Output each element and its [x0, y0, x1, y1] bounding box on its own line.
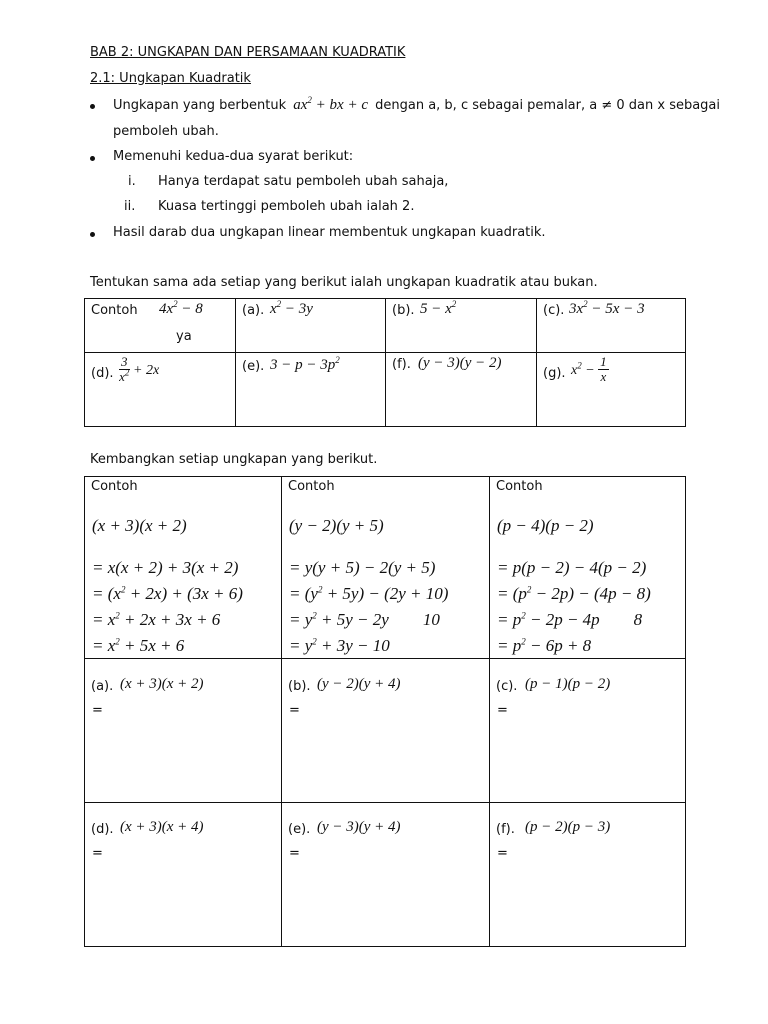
example1-label: Contoh [91, 479, 138, 494]
task2-d-expression: (x + 3)(x + 4) [120, 819, 204, 835]
task1-f-label: (f). [392, 357, 411, 372]
task1-g-label: (g). [543, 366, 566, 381]
task2-instruction: Kembangkan setiap ungkapan yang berikut. [90, 452, 378, 467]
task2-b-expression: (y − 2)(y + 4) [317, 676, 401, 692]
task1-b-label: (b). [392, 303, 415, 318]
section-title: 2.1: Ungkapan Kuadratik [90, 71, 251, 86]
task1-instruction: Tentukan sama ada setiap yang berikut ialah ungkapan kuadratik atau bukan. [90, 275, 598, 290]
sub-item-2-number: ii. [124, 199, 136, 214]
task1-example-answer: ya [176, 329, 192, 344]
sub-item-1-number: i. [128, 174, 136, 189]
example3-label: Contoh [496, 479, 543, 494]
task1-g-expression: $x^2$ − $\frac{1}{x}$ [571, 354, 607, 384]
task1-e-expression: $3 - p - 3p^2$ [270, 355, 340, 373]
task1-c-label: (c). [543, 303, 565, 318]
task2-f-expression: (p − 2)(p − 3) [525, 819, 611, 835]
task1-c-expression: $3x^2 - 5x - 3$ [569, 299, 645, 317]
task2-c-equals: = [497, 703, 508, 718]
example2-label: Contoh [288, 479, 335, 494]
task2-b-label: (b). [288, 679, 311, 694]
task2-e-expression: (y − 3)(y + 4) [317, 819, 401, 835]
task1-f-expression: (y − 3)(y − 2) [418, 355, 502, 371]
task1-e-label: (e). [242, 359, 265, 374]
task2-a-label: (a). [91, 679, 114, 694]
task2-e-label: (e). [288, 822, 311, 837]
bullet-3 [90, 232, 95, 237]
task1-d-label: (d). [91, 366, 114, 381]
bullet-1 [90, 104, 95, 109]
task2-a-equals: = [92, 703, 103, 718]
bullet-1-text: Ungkapan yang berbentuk $ax^2$ + bx + c dengan a, b, c sebagai pemalar, a ≠ 0 dan x sebagai [113, 95, 721, 113]
task2-c-label: (c). [496, 679, 518, 694]
bullet-3-text: Hasil darab dua ungkapan linear membentuk ungkapan kuadratik. [113, 225, 546, 240]
task1-d-expression: $\frac{3}{x^2}$ + 2x [119, 354, 160, 384]
sub-item-1-text: Hanya terdapat satu pemboleh ubah sahaja, [158, 174, 449, 189]
task2-b-equals: = [289, 703, 300, 718]
example3-working: (p − 4)(p − 2) = p(p − 2) − 4(p − 2) = $(p^2 - 2p) - (4p - 8)$ = $p^2 - 2p - 4p$ 8 = $p^2 - 6p + 8$ [497, 516, 651, 655]
task2-e-equals: = [289, 846, 300, 861]
task2-d-equals: = [92, 846, 103, 861]
sub-item-2-text: Kuasa tertinggi pemboleh ubah ialah 2. [158, 199, 415, 214]
task1-example-label: Contoh [91, 303, 138, 318]
task1-a-label: (a). [242, 303, 265, 318]
task2-table [84, 476, 686, 947]
quadratic-form-expression: $ax^2$ + bx + c [293, 95, 368, 113]
task2-a-expression: (x + 3)(x + 2) [120, 676, 204, 692]
task2-d-label: (d). [91, 822, 114, 837]
example1-working: (x + 3)(x + 2) = x(x + 2) + 3(x + 2) = $(x^2 + 2x) + (3x + 6)$ = $x^2 + 2x + 3x + 6$ = $x^2 + 5x + 6$ [92, 516, 243, 655]
bullet-1-continuation: pemboleh ubah. [113, 124, 219, 139]
bullet-2 [90, 156, 95, 161]
task1-b-expression: $5 - x^2$ [420, 299, 457, 317]
task1-table [84, 298, 686, 427]
task2-c-expression: (p − 1)(p − 2) [525, 676, 611, 692]
task1-a-expression: $x^2 - 3y$ [270, 299, 313, 317]
task2-f-label: (f). [496, 822, 515, 837]
task2-f-equals: = [497, 846, 508, 861]
chapter-title: BAB 2: UNGKAPAN DAN PERSAMAAN KUADRATIK [90, 45, 406, 60]
bullet-2-text: Memenuhi kedua-dua syarat berikut: [113, 149, 354, 164]
task1-example-expression: $4x^2 - 8$ [159, 299, 203, 317]
example2-working: (y − 2)(y + 5) = y(y + 5) − 2(y + 5) = $(y^2 + 5y) - (2y + 10)$ = $y^2 + 5y - 2y$ 10 = $y^2 + 3y - 10$ [289, 516, 449, 655]
